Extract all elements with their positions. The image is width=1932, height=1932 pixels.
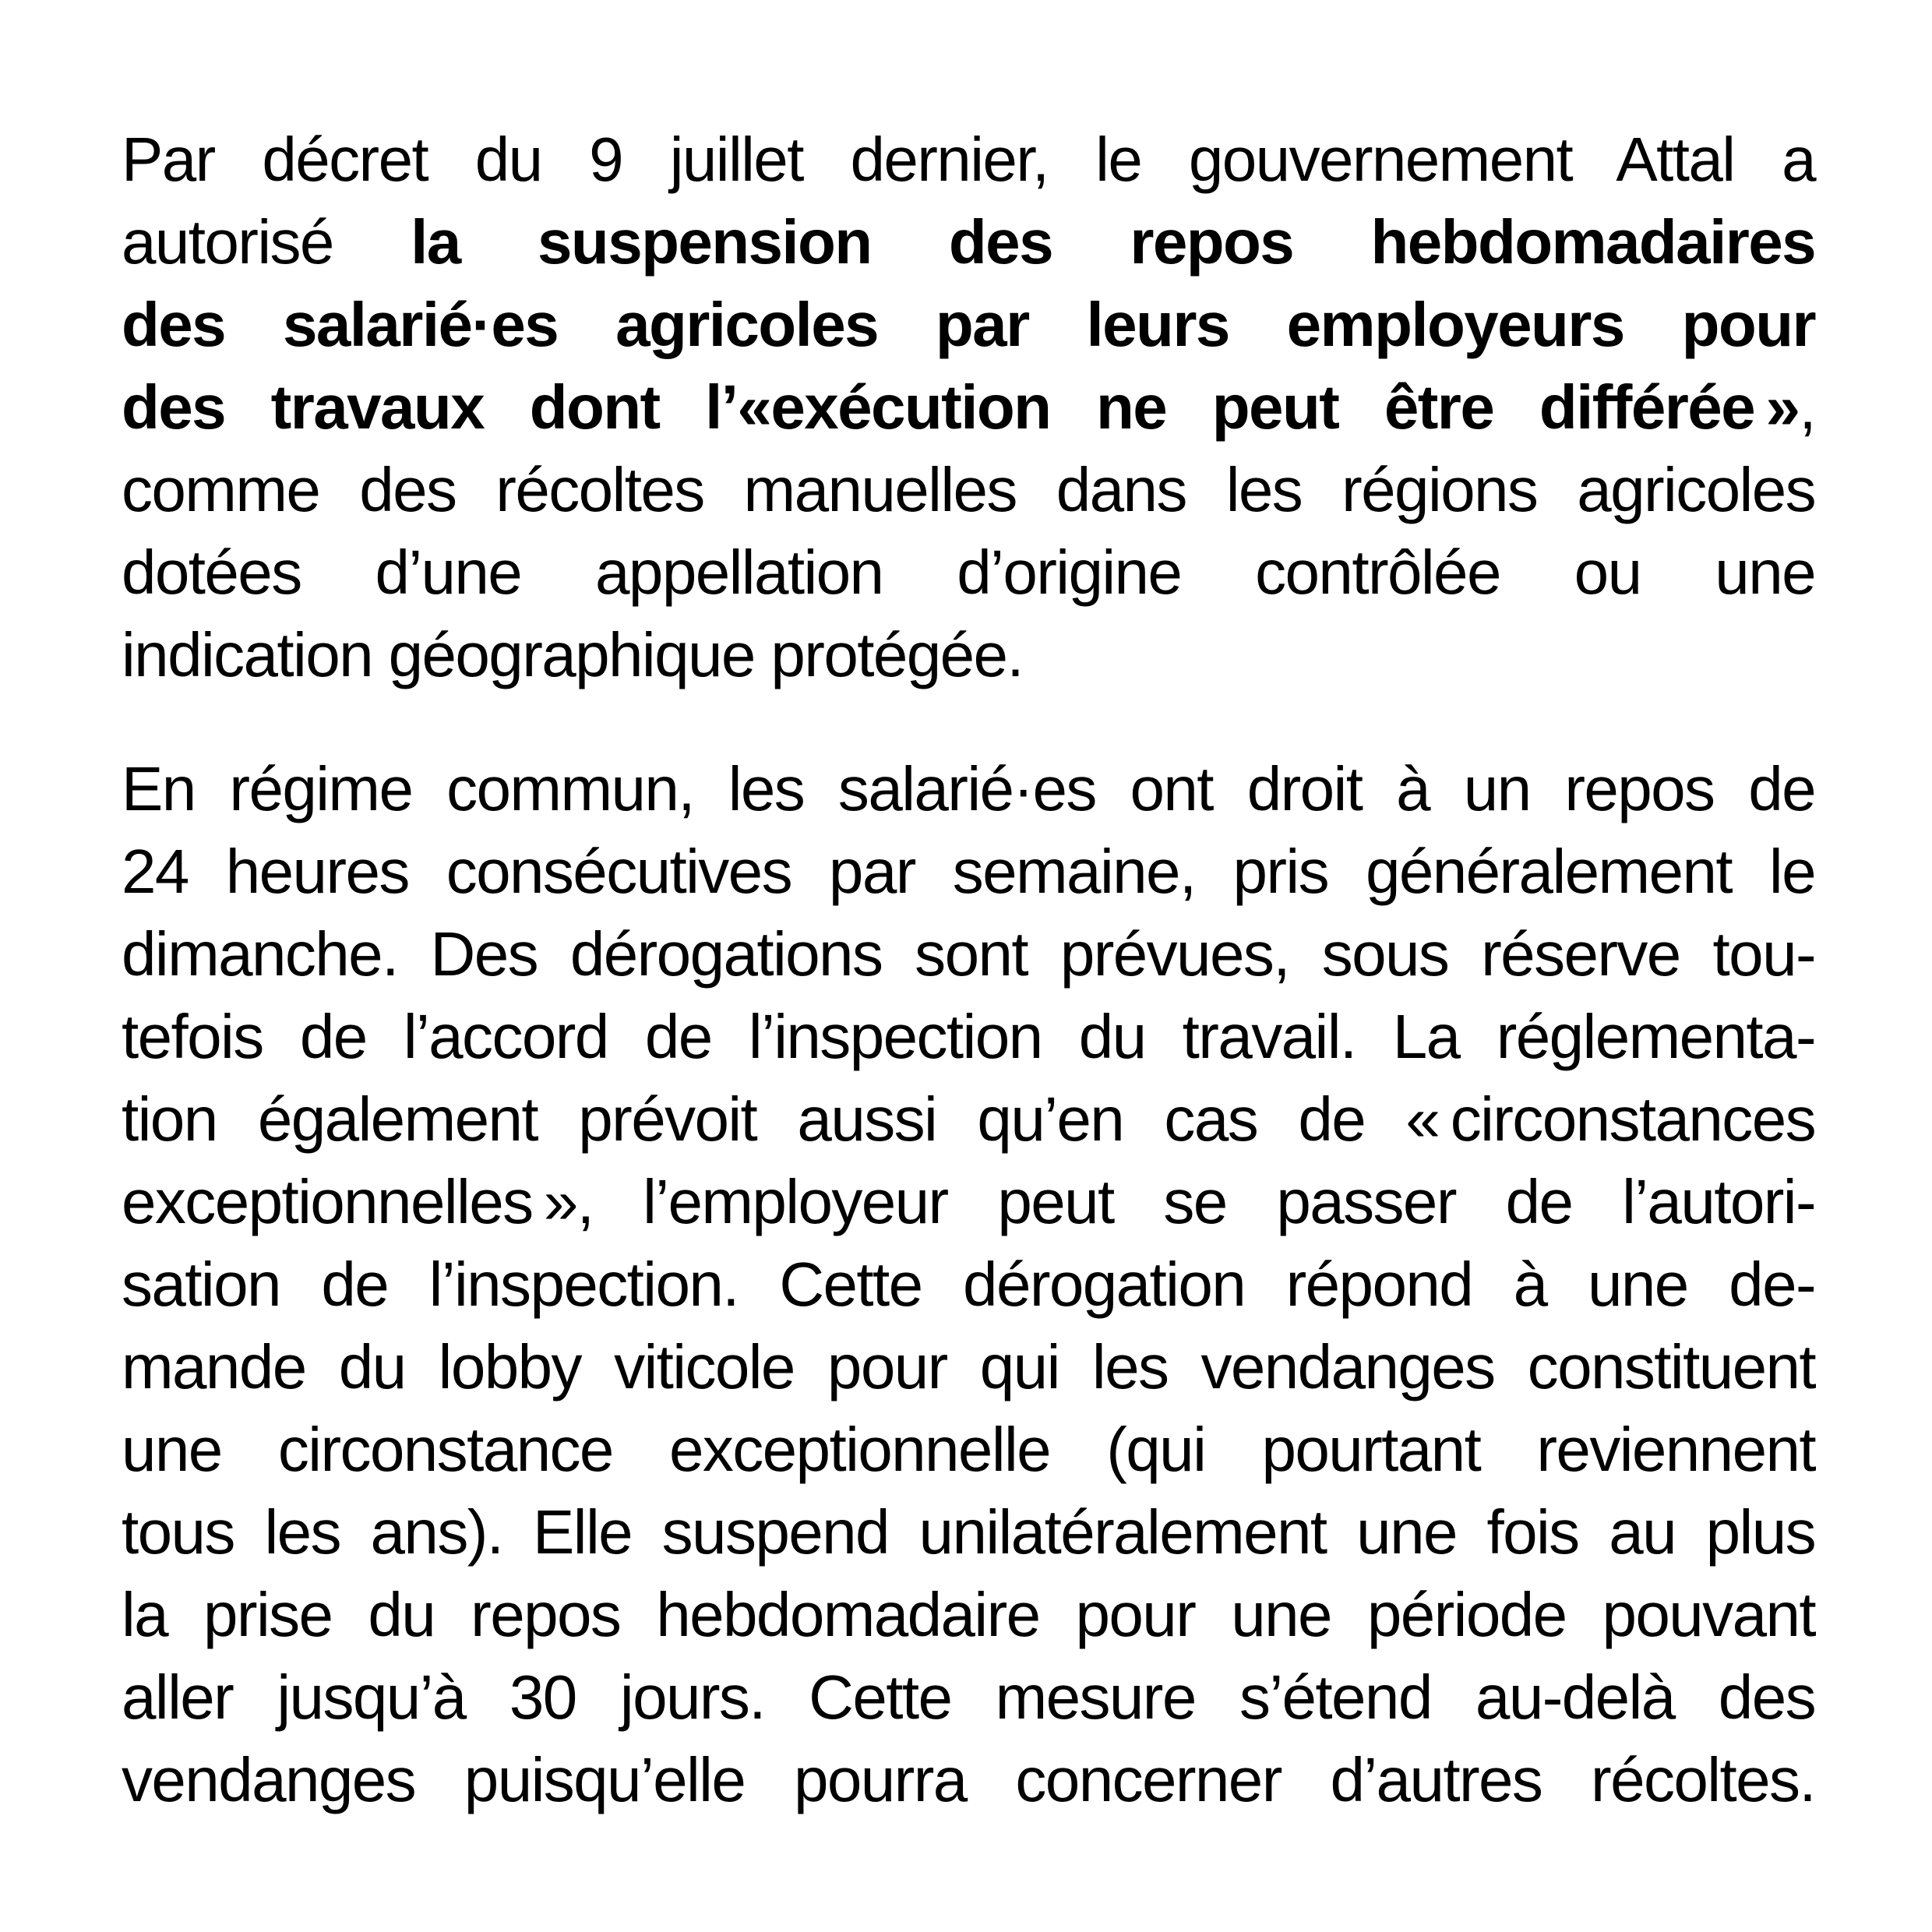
text-segment: autorisé xyxy=(122,207,411,277)
text-line xyxy=(122,366,1815,449)
text-segment: tous les ans). Elle suspend unilatéralement une fois au plus xyxy=(122,1497,1815,1567)
text-line xyxy=(122,1491,1815,1574)
text-line xyxy=(122,996,1815,1078)
text-segment: dimanche. Des dérogations sont prévues, sous réserve tou- xyxy=(122,919,1815,989)
text-segment: aller jusqu’à 30 jours. Cette mesure s’étend au-delà des xyxy=(122,1662,1815,1732)
text-line xyxy=(122,201,1815,284)
text-segment: dotées d’une appellation d’origine contrôlée ou une xyxy=(122,538,1815,607)
text-line xyxy=(122,748,1815,830)
text-line xyxy=(122,284,1815,366)
text-segment: sation de l’inspection. Cette dérogation répond à une de- xyxy=(122,1250,1815,1319)
text-line xyxy=(122,1078,1815,1161)
text-line xyxy=(122,449,1815,531)
text-line xyxy=(122,1243,1815,1326)
text-line xyxy=(122,614,1815,696)
text-segment: Par décret du 9 juillet dernier, le gouvernement Attal a xyxy=(122,125,1815,194)
text-segment: comme des récoltes manuelles dans les régions agricoles xyxy=(122,455,1815,524)
text-segment: tefois de l’accord de l’inspection du travail. La réglementa- xyxy=(122,1002,1815,1071)
text-segment-bold: la suspension des repos hebdomadaires xyxy=(411,207,1816,277)
text-segment-bold: des travaux dont l’«exécution ne peut être différée » xyxy=(122,372,1800,442)
text-segment: indication géographique protégée. xyxy=(122,620,1024,689)
text-line xyxy=(122,118,1815,201)
text-segment: la prise du repos hebdomadaire pour une période pouvant xyxy=(122,1580,1815,1649)
article xyxy=(122,118,1815,1873)
text-line xyxy=(122,1739,1815,1821)
text-line xyxy=(122,1574,1815,1656)
text-segment-bold: des salarié·es agricoles par leurs employeurs pour xyxy=(122,290,1815,359)
text-line xyxy=(122,531,1815,614)
paragraph xyxy=(122,118,1815,696)
text-line xyxy=(122,1326,1815,1408)
paragraph xyxy=(122,748,1815,1821)
text-segment: En régime commun, les salarié·es ont droit à un repos de xyxy=(122,754,1815,823)
text-line xyxy=(122,1656,1815,1739)
text-line xyxy=(122,1161,1815,1243)
text-segment: une circonstance exceptionnelle (qui pourtant reviennent xyxy=(122,1415,1815,1484)
text-segment: , xyxy=(1799,372,1815,442)
text-line xyxy=(122,830,1815,913)
text-line xyxy=(122,913,1815,996)
text-segment: mande du lobby viticole pour qui les vendanges constituent xyxy=(122,1332,1815,1401)
text-segment: 24 heures consécutives par semaine, pris généralement le xyxy=(122,837,1815,906)
text-segment: vendanges puisqu’elle pourra concerner d’autres récoltes. xyxy=(122,1745,1815,1814)
text-segment: exceptionnelles », l’employeur peut se passer de l’autori- xyxy=(122,1167,1815,1236)
text-line xyxy=(122,1408,1815,1491)
text-segment: tion également prévoit aussi qu’en cas de « circonstances xyxy=(122,1084,1815,1154)
